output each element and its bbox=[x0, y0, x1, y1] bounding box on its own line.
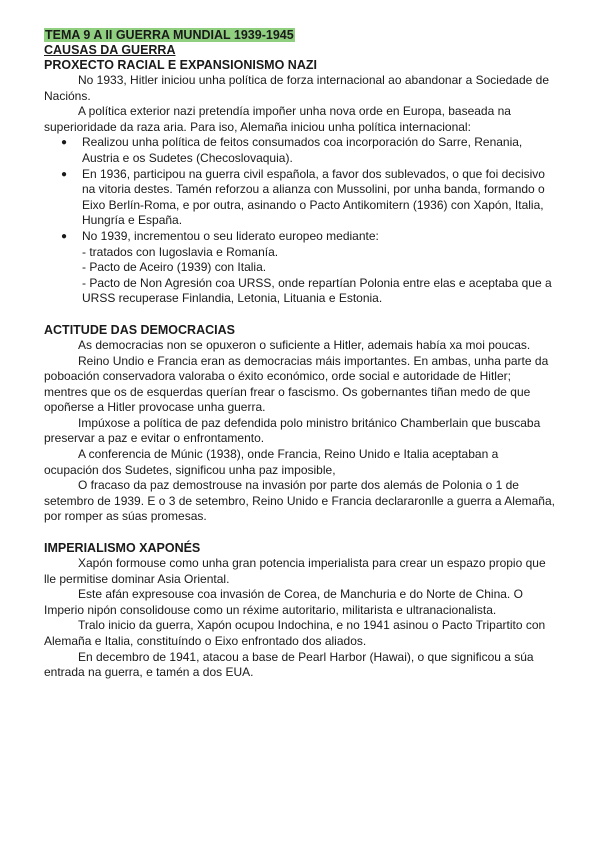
democracies-paragraph-5: O fracaso da paz demostrouse na invasión por parte dos alemás de Polonia o 1 de setembro de 1939. E o 3 de setembro, Reino Unido e Francia declararonlle a guerra a Alemaña, por romper as súas promesas. bbox=[44, 478, 555, 524]
bullet-icon: ● bbox=[61, 230, 68, 242]
list-item: ● No 1939, incrementou o seu liderato europeo mediante: - tratados con Iugoslavia e Romanía. - Pacto de Aceiro (1939) con Italia. - Pacto de Non Agresión coa URSS, onde repartían Polonia entre elas e aceptaba que a URSS recuperase Finlandia, Letonia, Lituania e Estonia. bbox=[82, 229, 556, 307]
nazi-paragraph-2: A política exterior nazi pretendía impoñer unha nova orde en Europa, baseada na superioridade da raza aria. Para iso, Alemaña iniciou unha política internacional: bbox=[44, 104, 511, 134]
sub-item: - Pacto de Non Agresión coa URSS, onde repartían Polonia entre elas e aceptaba que a URSS recuperase Finlandia, Letonia, Lituania e Estonia. bbox=[82, 275, 552, 306]
list-item: ● En 1936, participou na guerra civil española, a favor dos sublevados, o que foi decisivo na vitoria destes. Tamén reforzou a alianza con Mussolini, por unha banda, formando o Eixo Berlín-Roma, e por outra, asinando o Pacto Antikomitern (1936) con Xapón, Italia, Hungría e España. bbox=[61, 166, 545, 228]
section-causes-heading: CAUSAS DA GUERRA bbox=[44, 43, 176, 57]
japan-heading: IMPERIALISMO XAPONÉS bbox=[44, 541, 201, 556]
democracies-paragraph-4: A conferencia de Múnic (1938), onde Francia, Reino Unido e Italia aceptaban a ocupación dos Sudetes, significou unha paz imposible, bbox=[44, 447, 499, 477]
democracies-paragraph-3: Impúxose a política de paz defendida polo ministro británico Chamberlain que buscaba preservar a paz e evitar o enfrontamento. bbox=[44, 415, 541, 446]
sub-item: - Pacto de Aceiro (1939) con Italia. bbox=[82, 260, 267, 275]
sub-item: - tratados con Iugoslavia e Romanía. bbox=[82, 244, 279, 259]
nazi-heading: PROXECTO RACIAL E EXPANSIONISMO NAZI bbox=[44, 58, 317, 72]
bullet-icon: ● bbox=[61, 137, 68, 149]
title-highlight: TEMA 9 A II GUERRA MUNDIAL 1939-1945 bbox=[45, 28, 294, 42]
nazi-paragraph-1: No 1933, Hitler iniciou unha política de forza internacional ao abandonar a Sociedade de Nacións. bbox=[44, 73, 549, 103]
japan-paragraph-2: Este afán expresouse coa invasión de Corea, de Manchuria e do Norte de China. O Imperio nipón consolidouse como un réxime autoritario, militarista e ultranacionalista. bbox=[44, 587, 523, 617]
japan-paragraph-4: En decembro de 1941, atacou a base de Pearl Harbor (Hawai), o que significou a súa entrada na guerra, e tamén a dos EUA. bbox=[44, 649, 534, 680]
japan-paragraph-3: Tralo inicio da guerra, Xapón ocupou Indochina, e no 1941 asinou o Pacto Tripartito con Alemaña e Italia, constituíndo o Eixo enfrontado dos aliados. bbox=[44, 618, 546, 648]
document-title bbox=[44, 28, 556, 43]
bullet-icon: ● bbox=[61, 168, 68, 180]
democracies-heading: ACTITUDE DAS DEMOCRACIAS bbox=[44, 322, 235, 337]
democracies-paragraph-2: Reino Undio e Francia eran as democracias máis importantes. En ambas, unha parte da poboación conservadora valoraba o éxito económico, orde social e autoridade de Hitler; mentres que os de esquerdas querían frear o fascismo. Os gobernantes tiñan medo de que opoñerse a Hitler provocase unha guerra. bbox=[44, 353, 549, 415]
nazi-bullet-list bbox=[44, 135, 556, 307]
japan-paragraph-1: Xapón formouse como unha gran potencia imperialista para crear un espazo propio que lle permitise dominar Asia Oriental. bbox=[44, 556, 546, 586]
list-item: ● Realizou unha política de feitos consumados coa incorporación do Sarre, Renania, Austria e os Sudetes (Checoslovaquia). bbox=[61, 135, 523, 165]
democracies-paragraph-1: As democracias non se opuxeron o suficiente a Hitler, ademais había xa moi poucas. bbox=[78, 337, 531, 352]
